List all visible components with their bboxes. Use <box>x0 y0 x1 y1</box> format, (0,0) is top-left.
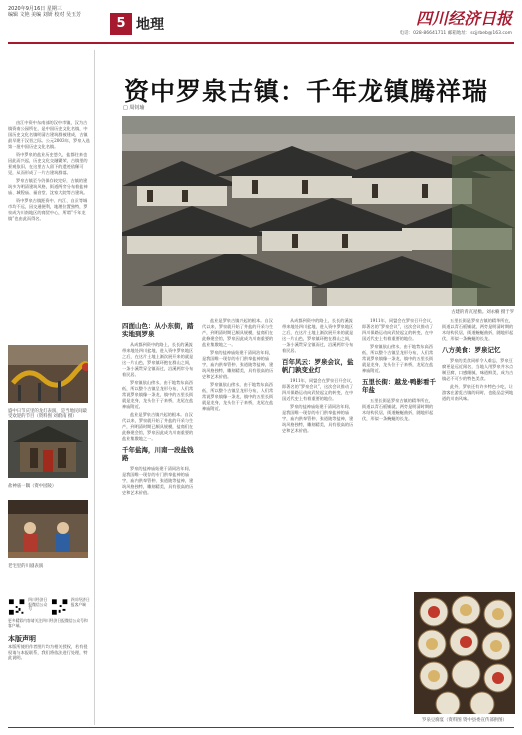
article-byline: □ 周钊瑜 <box>123 105 145 111</box>
subheading: 千年盐海，川南一段盐钱路 <box>122 446 194 462</box>
side-photo-1-caption: 盛中日节庆里的龙灯表演，是当地民间最受欢迎的节目（资料图 刘蔚南 摄） <box>8 409 88 419</box>
article-column-1 <box>122 318 196 723</box>
article-column-5 <box>442 318 516 588</box>
body-paragraph: 罗泉的盐神庙始建于清同治年间，是我国唯一现存的专门供奉盐神的庙宇，庙内供奉管仲、张道陵等盐神，建筑风格独特，雕刻精美，具有很高的历史和艺术价值。 <box>202 350 274 379</box>
article-column-2 <box>202 318 276 723</box>
notice-text: 本版所使用作者图片均为相关授权，若有侵权请与本报联系，我们将依法进行处理，特此说明。 <box>8 644 88 660</box>
subheading: 四面山色：从小东街，踏实地到罗泉 <box>122 322 194 338</box>
page-number-badge: 5 <box>110 13 132 35</box>
body-paragraph: 罗泉镇依山傍水，由于地势东高西低，所以整个古镇呈龙形分布，人们常常说罗泉镇像一条龙，镇中的五里长街就是龙身，龙头位于子来桥，龙尾在盐神庙附近。 <box>362 344 434 373</box>
sidebar-paragraph: 资中罗泉的盐业历史悠久，盐都往来也因此而兴起，历史文化交融繁荣，古镇里的景观依旧，在这里古人留下的遗迹依稀可见，从而形成了一片古建筑群落。 <box>8 152 88 175</box>
page-header <box>8 6 514 40</box>
subheading: 五里长街：越龙·鸭影看千年盐 <box>362 378 436 394</box>
sidebar-intro <box>8 120 90 224</box>
bottom-left-box <box>8 598 90 661</box>
notice-title: 本版声明 <box>8 635 36 643</box>
body-paragraph: 1911年，同盟会在罗泉召开会议，即著名的“罗泉会议”，这次会议推动了四川保路运动向武装起义的转变，在中国近代史上有着重要的地位。 <box>362 318 436 341</box>
subheading: 八方美食：罗泉记忆 <box>442 346 501 354</box>
sidebar-paragraph: 资中罗泉古镇距资中、内江、自贡等城市均不远，因交通便利，地理位置独特，罗泉成为川南地区的商贸中心，所谓“千年龙镇”也由此而得名。 <box>8 198 88 221</box>
main-photo-caption: 古建的青瓦屋檐。刘永楠 摄于罗 <box>451 310 514 315</box>
article-headline: 资中罗泉古镇：千年龙镇腾祥瑞 <box>123 77 488 106</box>
qr-note: 更多精彩内容请关注四川经济日报微信公众号和客户端。 <box>8 618 88 628</box>
body-paragraph: 罗泉的盐神庙始建于清同治年间，是我国唯一现存的专门供奉盐神的庙宇，庙内供奉管仲、张道陵等盐神，建筑风格独特，雕刻精美，具有很高的历史和艺术价值。 <box>122 466 194 495</box>
side-photo-3-caption: 老宅里的川剧表演 <box>8 564 44 569</box>
article-column-3 <box>282 318 356 723</box>
body-paragraph: 罗泉镇依山傍水，由于地势东高西低，所以整个古镇呈龙形分布，人们常常说罗泉镇像一条龙，镇中的五里长街就是龙身，龙头位于子来桥，龙尾在盐神庙附近。 <box>122 380 194 409</box>
contact-line: 电话：028-86641711 邮箱地址：scjjrbeb@163.com <box>399 31 512 36</box>
side-photo-opera <box>8 500 88 569</box>
sidebar-paragraph: 由江中资中东南部的汉中市镇，汉为古镇资南公园所在，是中国历史文化名镇，中国历史文化名镇明清古建筑群被建成，古镇最早建于汉晋之际。公元2003年，罗泉入选第一批中国历史文化名镇。 <box>8 120 90 149</box>
footer-rule <box>8 727 514 728</box>
header-rule <box>8 42 514 44</box>
body-paragraph: 从成都到资中的路上，长长的溪流带来地处四川盆地，进入资中罗泉地区之后，在这片土地上渐次展开来的就是这一片山色，罗泉镇环抱在群山之间，一条小溪贯穿全镇而过，沿溪两岸分布着民居。 <box>282 318 354 353</box>
section-title: 地理 <box>136 17 164 33</box>
qr-label-1: 四川经济日报微信公众号 <box>28 597 48 611</box>
body-paragraph: 罗泉的盐神庙始建于清同治年间，是我国唯一现存的专门供奉盐神的庙宇，庙内供奉管仲、张道陵等盐神，建筑风格独特，雕刻精美，具有很高的历史和艺术价值。 <box>282 404 354 433</box>
body-paragraph: 五里长街是罗泉古镇的精华所在，街道以青石板铺就，两旁是明清时期的木结构民居，街道蜿蜒曲折，随地形起伏，形似一条蜿蜒的长龙。 <box>442 318 514 341</box>
newspaper-logo: 四川经济日报 <box>415 9 512 28</box>
dragon-lantern-image <box>8 345 88 403</box>
side-photo-2-caption: 盐神庙一隅（资中园陵） <box>8 484 57 489</box>
body-paragraph: 此外，罗泉还有许多特色小吃，让游客在游览古镇的同时，也能品尝到地道的川南风味。 <box>442 384 514 401</box>
body-paragraph: 罗泉的美食同样令人难忘，罗泉豆腐更是远近闻名，当地人用罗泉井水点制豆腐，口感细腻、味道鲜美，成为古镇必不可少的特色美食。 <box>442 358 514 381</box>
column-divider <box>94 50 95 725</box>
editor-credits: 编辑 文艳 美编 刘妍 校对 吴玉芳 <box>8 12 81 18</box>
date-text: 2020年9月16日 星期三 <box>8 6 62 12</box>
body-paragraph: 盐业是罗泉古镇兴起的根本。自汉代以来，罗泉就开始了井盐的开采与生产，到明清时期已颇具规模，盐商们在此修建会馆，罗泉因此成为川南重要的盐业集散地之一。 <box>202 318 274 347</box>
subheading: 百年风云：罗泉会议，盐帆门孰变业灯 <box>282 358 354 374</box>
body-paragraph: 从成都到资中的路上，长长的溪流带来地处四川盆地，进入资中罗泉地区之后，在这片土地上渐次展开来的就是这一片山色，罗泉镇环抱在群山之间，一条小溪贯穿全镇而过，沿溪两岸分布着民居。 <box>122 342 194 377</box>
opera-image <box>8 500 88 558</box>
body-paragraph: 五里长街是罗泉古镇的精华所在，街道以青石板铺就，两旁是明清时期的木结构民居，街道蜿蜒曲折，随地形起伏，形似一条蜿蜒的长龙。 <box>362 398 434 421</box>
qr-label-2: 四川经济日报客户端 <box>70 597 90 607</box>
body-paragraph: 罗泉镇依山傍水，由于地势东高西低，所以整个古镇呈龙形分布，人们常常说罗泉镇像一条龙，镇中的五里长街就是龙身，龙头位于子来桥，龙尾在盐神庙附近。 <box>202 382 274 411</box>
qr-row <box>8 598 90 616</box>
side-photo-dragon <box>8 345 88 419</box>
tofu-feast-photo <box>414 592 515 714</box>
qr-code-icon[interactable] <box>8 598 25 616</box>
body-paragraph: 1911年，同盟会在罗泉召开会议，即著名的“罗泉会议”，这次会议推动了四川保路运动向武装起义的转变，在中国近代史上有着重要的地位。 <box>282 378 356 401</box>
salt-temple-image <box>8 420 88 478</box>
body-paragraph: 盐业是罗泉古镇兴起的根本。自汉代以来，罗泉就开始了井盐的开采与生产，到明清时期已颇具规模，盐商们在此修建会馆，罗泉因此成为川南重要的盐业集散地之一。 <box>122 412 194 441</box>
sidebar-paragraph: 罗泉古镇至今仍保存较完好，古镇的建筑多为明清建筑风格，街道两旁分布着盐神庙、城隍庙、福音堂、沈家大院等古建筑。 <box>8 178 88 195</box>
main-rooftops-photo <box>122 116 515 306</box>
food-photo-caption: 罗泉豆腐宴（资料图 资中县委宣传部供图） <box>422 718 507 723</box>
qr-code-icon[interactable] <box>51 598 68 616</box>
side-photo-temple <box>8 420 88 489</box>
